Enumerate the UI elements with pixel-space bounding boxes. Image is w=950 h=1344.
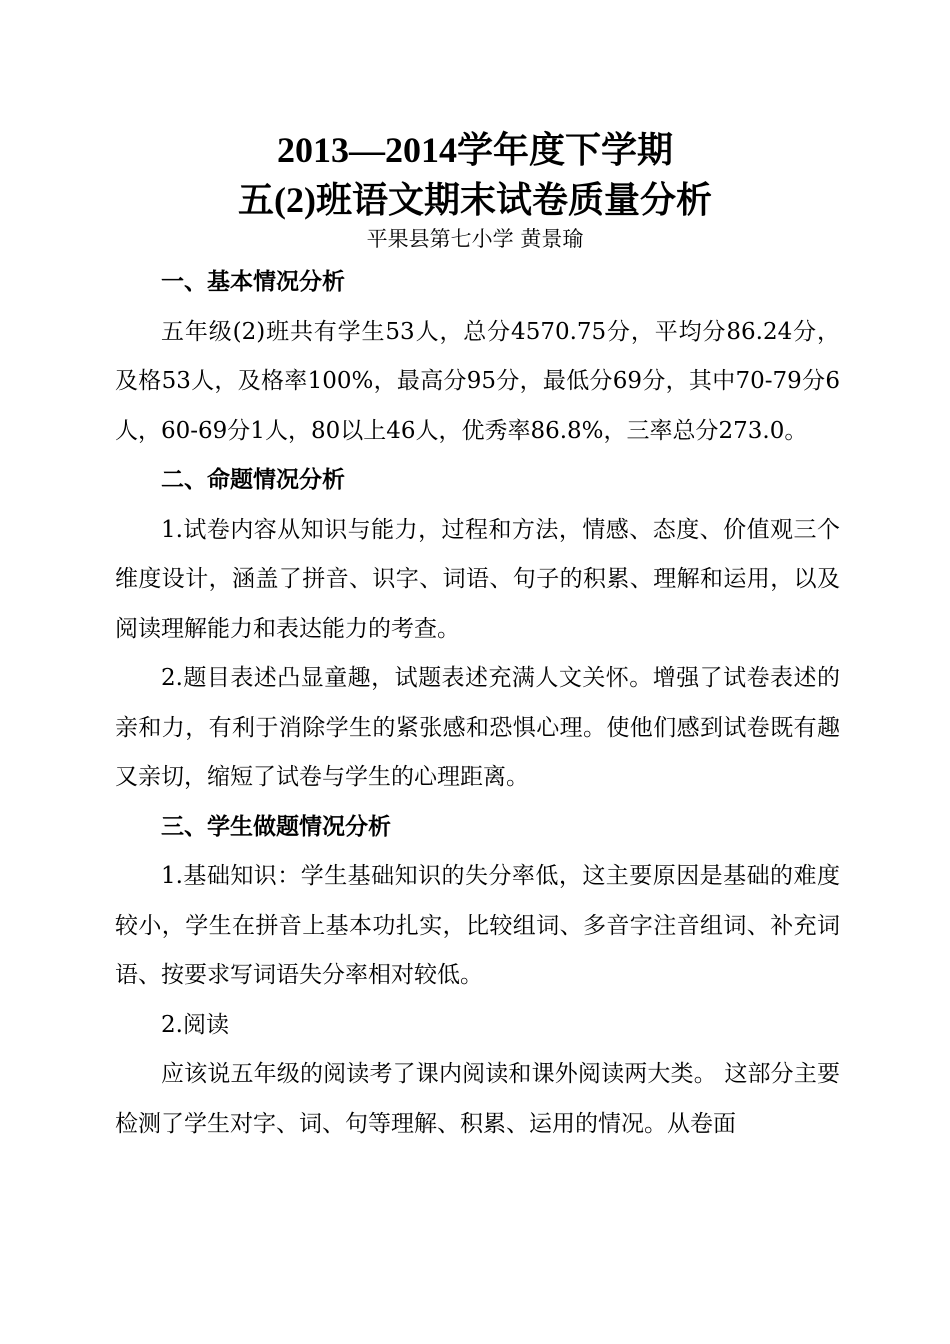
section-heading-student-answers: 三、学生做题情况分析 xyxy=(161,813,391,840)
paragraph-basic-stats: 五年级(2)班共有学生53人，总分4570.75分，平均分86.24分，及格53人，及格率100%，最高分95分，最低分69分，其中70-79分6人，60-69分1人，80以上46人，优秀率86.8%，三率总分273.0。 xyxy=(115,318,840,444)
title-line-2: 五(2)班语文期末试卷质量分析 xyxy=(238,180,712,220)
paragraph-proposition-2: 2.题目表述凸显童趣，试题表述充满人文关怀。增强了试卷表述的亲和力，有利于消除学生的紧张感和恐惧心理。使他们感到试卷既有趣又亲切，缩短了试卷与学生的心理距离。 xyxy=(115,665,840,790)
author-line: 平果县第七小学 黄景瑜 xyxy=(366,227,584,251)
document-body xyxy=(115,258,840,1149)
section-heading-proposition: 二、命题情况分析 xyxy=(161,467,345,493)
title-line-1: 2013—2014学年度下学期 xyxy=(276,130,673,170)
paragraph-basic-knowledge: 1.基础知识：学生基础知识的失分率低，这主要原因是基础的难度较小，学生在拼音上基本功扎实，比较组词、多音字注音组词、补充词语、按要求写词语失分率相对较低。 xyxy=(115,863,840,988)
section-heading-basic: 一、基本情况分析 xyxy=(161,269,345,295)
paragraph-proposition-1: 1.试卷内容从知识与能力，过程和方法，情感、态度、价值观三个维度设计，涵盖了拼音、识字、词语、句子的积累、理解和运用，以及阅读理解能力和表达能力的考查。 xyxy=(115,516,840,642)
paragraph-reading-label: 2.阅读 xyxy=(161,1011,229,1038)
paragraph-reading-detail: 应该说五年级的阅读考了课内阅读和课外阅读两大类。 这部分主要检测了学生对字、词、句等理解、积累、运用的情况。从卷面 xyxy=(115,1061,840,1137)
